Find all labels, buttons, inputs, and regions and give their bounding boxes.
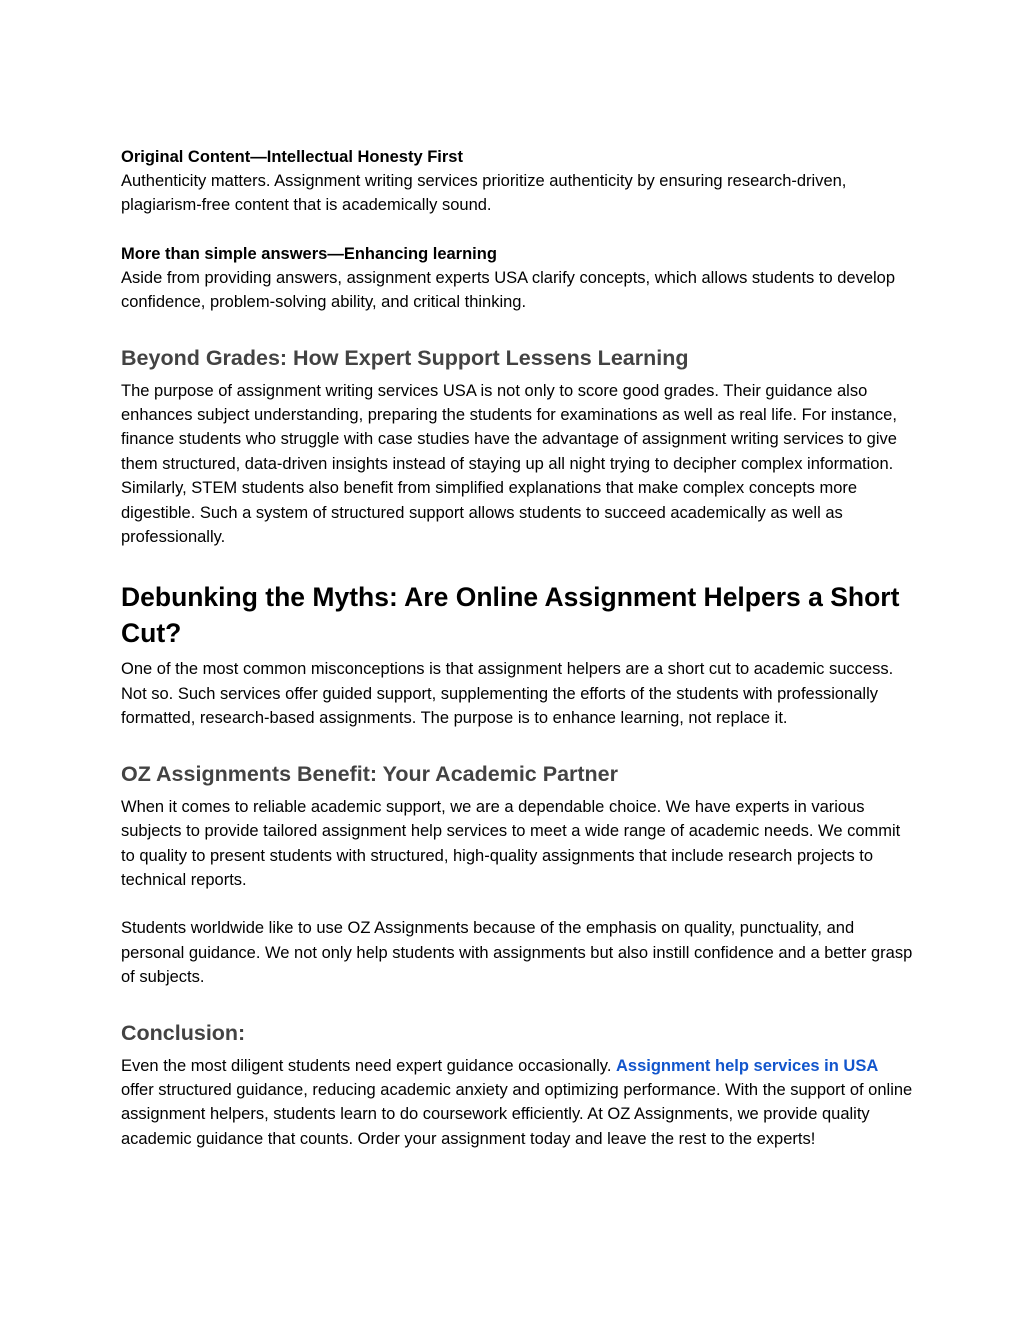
debunking-heading: Debunking the Myths: Are Online Assignment Helpers a Short Cut?: [121, 582, 900, 649]
oz-benefit-heading: OZ Assignments Benefit: Your Academic Partner: [121, 761, 619, 786]
more-than-answers-heading: More than simple answers—Enhancing learning: [121, 244, 497, 263]
assignment-help-link[interactable]: Assignment help services in USA: [616, 1056, 879, 1075]
conclusion-heading: Conclusion:: [121, 1020, 246, 1045]
beyond-grades-heading: Beyond Grades: How Expert Support Lessens Learning: [121, 345, 689, 370]
debunking-text: One of the most common misconceptions is that assignment helpers are a short cut to academic success. Not so. Such services offer guided support, supplementing the efforts of the students with professionally formatted, research-based assignments. The purpose is to enhance learning, not replace it.: [121, 660, 894, 728]
original-content-heading: Original Content—Intellectual Honesty First: [121, 148, 463, 166]
conclusion-text: [121, 1054, 914, 1152]
more-than-answers-text: Aside from providing answers, assignment experts USA clarify concepts, which allows students to develop confidence, problem-solving ability, and critical thinking.: [121, 268, 896, 312]
original-content-text: Authenticity matters. Assignment writing services prioritize authenticity by ensuring research-driven, plagiarism-free content that is academically sound.: [121, 172, 847, 215]
conclusion-text-before: Even the most diligent students need expert guidance occasionally.: [121, 1056, 616, 1075]
oz-benefit-text-1: When it comes to reliable academic support, we are a dependable choice. We have experts in various subjects to provide tailored assignment help services to meet a wide range of academic needs. We commit to quality to present students with structured, high-quality assignments that include research projects to technical reports.: [121, 797, 901, 889]
oz-benefit-text-2: Students worldwide like to use OZ Assignments because of the emphasis on quality, punctuality, and personal guidance. We not only help students with assignments but also instill confidence and a better grasp of subjects.: [121, 919, 913, 987]
beyond-grades-text: The purpose of assignment writing services USA is not only to score good grades. Their guidance also enhances subject understanding, preparing the students for examinations as well as real life. For instance, finance students who struggle with case studies have the advantage of assignment writing services to give them structured, data-driven insights instead of staying up all night trying to decipher complex information. Similarly, STEM students also benefit from simplified explanations that make complex concepts more digestible. Such a system of structured support allows students to succeed academically as well as professionally.: [121, 381, 897, 547]
conclusion-text-after: offer structured guidance, reducing academic anxiety and optimizing performance. With the support of online assignment helpers, students learn to do coursework efficiently. At OZ Assignments, we provide quality academic guidance that counts. Order your assignment today and leave the rest to the experts!: [121, 1080, 913, 1148]
